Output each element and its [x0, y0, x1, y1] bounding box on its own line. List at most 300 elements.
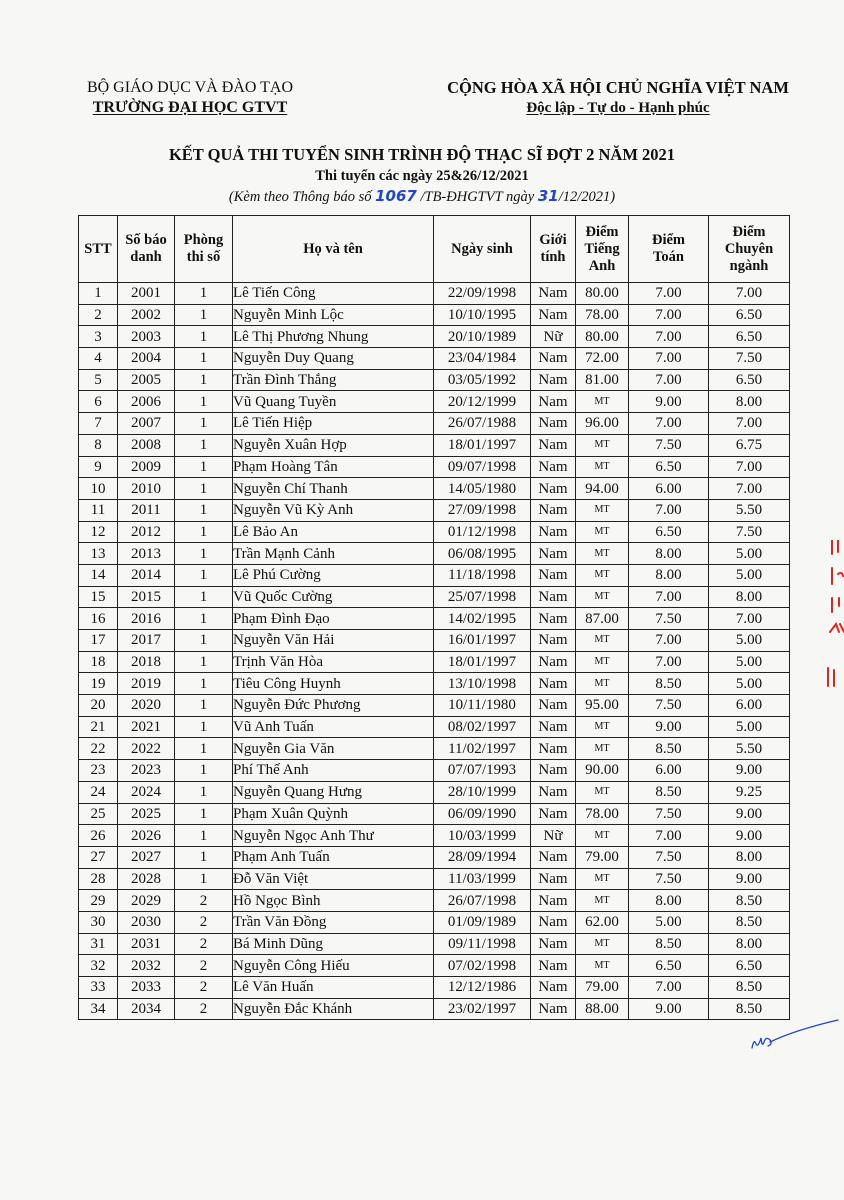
cell-room: 2 [175, 890, 233, 912]
cell-major-score: 6.50 [709, 955, 790, 977]
cell-full-name: Nguyễn Đắc Khánh [233, 998, 434, 1020]
table-row [79, 933, 790, 955]
table-row [79, 955, 790, 977]
header-stt [79, 216, 118, 283]
cell-birth-date: 23/02/1997 [434, 998, 531, 1020]
cell-candidate-number: 2033 [118, 977, 175, 999]
cell-full-name: Nguyễn Đức Phương [233, 695, 434, 717]
cell-candidate-number: 2026 [118, 825, 175, 847]
header-line: Chuyên [724, 240, 774, 257]
table-row [79, 391, 790, 413]
reference-line [0, 187, 844, 206]
cell-gender: Nam [531, 955, 576, 977]
table-row [79, 608, 790, 630]
cell-gender: Nam [531, 933, 576, 955]
cell-stt: 29 [79, 890, 118, 912]
cell-major-score: 6.75 [709, 434, 790, 456]
cell-major-score: 7.50 [709, 348, 790, 370]
table-row [79, 716, 790, 738]
cell-full-name: Nguyễn Chí Thanh [233, 478, 434, 500]
cell-english-score: MT [576, 825, 629, 847]
cell-birth-date: 20/12/1999 [434, 391, 531, 413]
cell-stt: 12 [79, 521, 118, 543]
table-row [79, 283, 790, 305]
table-row [79, 890, 790, 912]
table-row [79, 456, 790, 478]
cell-gender: Nam [531, 760, 576, 782]
cell-gender: Nam [531, 608, 576, 630]
cell-room: 1 [175, 434, 233, 456]
cell-birth-date: 07/07/1993 [434, 760, 531, 782]
cell-candidate-number: 2002 [118, 304, 175, 326]
cell-major-score: 9.00 [709, 760, 790, 782]
cell-major-score: 5.00 [709, 564, 790, 586]
cell-birth-date: 22/09/1998 [434, 283, 531, 305]
cell-major-score: 8.50 [709, 977, 790, 999]
cell-stt: 26 [79, 825, 118, 847]
cell-full-name: Trần Mạnh Cảnh [233, 543, 434, 565]
header-line: thi số [186, 249, 221, 265]
cell-stt: 28 [79, 868, 118, 890]
cell-gender: Nam [531, 434, 576, 456]
cell-full-name: Lê Văn Huấn [233, 977, 434, 999]
cell-major-score: 8.00 [709, 586, 790, 608]
cell-gender: Nam [531, 716, 576, 738]
cell-candidate-number: 2012 [118, 521, 175, 543]
red-margin-marks [818, 540, 844, 690]
cell-math-score: 6.50 [629, 521, 709, 543]
cell-english-score: 80.00 [576, 283, 629, 305]
cell-room: 1 [175, 695, 233, 717]
cell-math-score: 7.50 [629, 803, 709, 825]
table-row [79, 825, 790, 847]
cell-full-name: Phạm Xuân Quỳnh [233, 803, 434, 825]
cell-math-score: 8.00 [629, 890, 709, 912]
cell-full-name: Hồ Ngọc Bình [233, 890, 434, 912]
cell-math-score: 7.00 [629, 586, 709, 608]
cell-stt: 5 [79, 369, 118, 391]
cell-english-score: 88.00 [576, 998, 629, 1020]
cell-full-name: Lê Tiến Hiệp [233, 413, 434, 435]
cell-math-score: 7.00 [629, 977, 709, 999]
cell-gender: Nam [531, 977, 576, 999]
cell-room: 1 [175, 781, 233, 803]
cell-candidate-number: 2020 [118, 695, 175, 717]
cell-major-score: 6.50 [709, 304, 790, 326]
cell-major-score: 8.00 [709, 933, 790, 955]
cell-english-score: MT [576, 434, 629, 456]
cell-candidate-number: 2010 [118, 478, 175, 500]
cell-gender: Nam [531, 890, 576, 912]
cell-candidate-number: 2013 [118, 543, 175, 565]
cell-english-score: MT [576, 564, 629, 586]
cell-gender: Nam [531, 998, 576, 1020]
cell-candidate-number: 2022 [118, 738, 175, 760]
header-line: Họ và tên [303, 240, 363, 257]
cell-candidate-number: 2016 [118, 608, 175, 630]
national-motto-block [418, 78, 818, 118]
issuer-block [60, 78, 320, 118]
cell-stt: 32 [79, 955, 118, 977]
reference-suffix: /12/2021) [558, 189, 616, 205]
cell-english-score: MT [576, 890, 629, 912]
cell-room: 1 [175, 391, 233, 413]
cell-gender: Nam [531, 369, 576, 391]
cell-english-score: 87.00 [576, 608, 629, 630]
cell-stt: 19 [79, 673, 118, 695]
cell-stt: 6 [79, 391, 118, 413]
cell-stt: 21 [79, 716, 118, 738]
cell-english-score: MT [576, 586, 629, 608]
cell-major-score: 5.00 [709, 651, 790, 673]
cell-candidate-number: 2029 [118, 890, 175, 912]
header-candidate-number [118, 216, 175, 283]
cell-full-name: Nguyễn Ngọc Anh Thư [233, 825, 434, 847]
cell-birth-date: 09/11/1998 [434, 933, 531, 955]
cell-room: 1 [175, 543, 233, 565]
cell-english-score: MT [576, 543, 629, 565]
table-row [79, 630, 790, 652]
header-line: STT [84, 240, 112, 257]
cell-major-score: 6.50 [709, 369, 790, 391]
cell-math-score: 8.50 [629, 933, 709, 955]
cell-math-score: 7.00 [629, 283, 709, 305]
cell-gender: Nam [531, 521, 576, 543]
cell-birth-date: 03/05/1992 [434, 369, 531, 391]
cell-room: 1 [175, 846, 233, 868]
cell-room: 1 [175, 478, 233, 500]
cell-gender: Nam [531, 781, 576, 803]
cell-candidate-number: 2007 [118, 413, 175, 435]
cell-math-score: 9.00 [629, 716, 709, 738]
cell-candidate-number: 2005 [118, 369, 175, 391]
cell-candidate-number: 2004 [118, 348, 175, 370]
university-name: TRƯỜNG ĐẠI HỌC GTVT [92, 99, 288, 116]
cell-stt: 13 [79, 543, 118, 565]
cell-major-score: 5.50 [709, 499, 790, 521]
cell-math-score: 7.00 [629, 651, 709, 673]
cell-math-score: 9.00 [629, 391, 709, 413]
cell-birth-date: 10/10/1995 [434, 304, 531, 326]
cell-stt: 10 [79, 478, 118, 500]
cell-math-score: 9.00 [629, 998, 709, 1020]
cell-room: 2 [175, 955, 233, 977]
cell-room: 1 [175, 521, 233, 543]
cell-full-name: Vũ Anh Tuấn [233, 716, 434, 738]
signature-mark [740, 1018, 840, 1058]
cell-stt: 23 [79, 760, 118, 782]
cell-math-score: 7.50 [629, 846, 709, 868]
cell-english-score: MT [576, 781, 629, 803]
cell-birth-date: 01/09/1989 [434, 911, 531, 933]
table-row [79, 499, 790, 521]
cell-english-score: MT [576, 868, 629, 890]
cell-full-name: Đỗ Văn Việt [233, 868, 434, 890]
cell-full-name: Phạm Hoàng Tân [233, 456, 434, 478]
cell-stt: 27 [79, 846, 118, 868]
cell-math-score: 7.00 [629, 499, 709, 521]
cell-english-score: 62.00 [576, 911, 629, 933]
cell-room: 1 [175, 456, 233, 478]
cell-room: 1 [175, 738, 233, 760]
cell-major-score: 8.50 [709, 998, 790, 1020]
cell-math-score: 6.00 [629, 760, 709, 782]
cell-major-score: 6.50 [709, 326, 790, 348]
cell-full-name: Tiêu Công Huynh [233, 673, 434, 695]
table-row [79, 304, 790, 326]
cell-room: 1 [175, 304, 233, 326]
cell-stt: 17 [79, 630, 118, 652]
cell-math-score: 7.00 [629, 326, 709, 348]
cell-major-score: 5.00 [709, 673, 790, 695]
cell-math-score: 7.50 [629, 608, 709, 630]
cell-english-score: MT [576, 499, 629, 521]
cell-gender: Nam [531, 738, 576, 760]
cell-major-score: 7.00 [709, 456, 790, 478]
cell-major-score: 9.25 [709, 781, 790, 803]
cell-gender: Nam [531, 499, 576, 521]
cell-math-score: 7.00 [629, 413, 709, 435]
cell-birth-date: 18/01/1997 [434, 434, 531, 456]
cell-major-score: 8.50 [709, 911, 790, 933]
cell-candidate-number: 2011 [118, 499, 175, 521]
cell-candidate-number: 2023 [118, 760, 175, 782]
cell-candidate-number: 2001 [118, 283, 175, 305]
cell-math-score: 6.00 [629, 478, 709, 500]
cell-english-score: MT [576, 391, 629, 413]
cell-english-score: 81.00 [576, 369, 629, 391]
cell-birth-date: 07/02/1998 [434, 955, 531, 977]
cell-stt: 14 [79, 564, 118, 586]
header-math-score [629, 216, 709, 283]
cell-room: 1 [175, 803, 233, 825]
cell-candidate-number: 2025 [118, 803, 175, 825]
cell-birth-date: 09/07/1998 [434, 456, 531, 478]
cell-gender: Nam [531, 564, 576, 586]
cell-math-score: 7.00 [629, 825, 709, 847]
cell-candidate-number: 2017 [118, 630, 175, 652]
table-row [79, 586, 790, 608]
cell-gender: Nam [531, 391, 576, 413]
cell-stt: 15 [79, 586, 118, 608]
table-row [79, 738, 790, 760]
cell-stt: 31 [79, 933, 118, 955]
cell-room: 1 [175, 413, 233, 435]
cell-major-score: 7.00 [709, 283, 790, 305]
table-row [79, 434, 790, 456]
cell-english-score: 96.00 [576, 413, 629, 435]
cell-birth-date: 26/07/1988 [434, 413, 531, 435]
cell-full-name: Nguyễn Gia Văn [233, 738, 434, 760]
cell-english-score: MT [576, 738, 629, 760]
cell-english-score: 90.00 [576, 760, 629, 782]
cell-gender: Nam [531, 348, 576, 370]
header-birth-date [434, 216, 531, 283]
cell-candidate-number: 2030 [118, 911, 175, 933]
header-line: tính [540, 249, 566, 265]
header-line: ngành [729, 257, 769, 274]
cell-birth-date: 10/11/1980 [434, 695, 531, 717]
cell-birth-date: 08/02/1997 [434, 716, 531, 738]
cell-math-score: 7.00 [629, 630, 709, 652]
cell-english-score: 94.00 [576, 478, 629, 500]
cell-math-score: 7.50 [629, 695, 709, 717]
cell-gender: Nam [531, 478, 576, 500]
cell-full-name: Nguyễn Duy Quang [233, 348, 434, 370]
cell-english-score: 78.00 [576, 304, 629, 326]
cell-gender: Nam [531, 630, 576, 652]
country-name: CỘNG HÒA XÃ HỘI CHỦ NGHĨA VIỆT NAM [447, 78, 789, 97]
cell-full-name: Nguyễn Quang Hưng [233, 781, 434, 803]
cell-candidate-number: 2031 [118, 933, 175, 955]
cell-major-score: 5.00 [709, 630, 790, 652]
cell-room: 2 [175, 933, 233, 955]
cell-math-score: 8.50 [629, 738, 709, 760]
cell-math-score: 7.50 [629, 434, 709, 456]
table-row [79, 803, 790, 825]
cell-room: 1 [175, 673, 233, 695]
cell-math-score: 5.00 [629, 911, 709, 933]
cell-major-score: 7.00 [709, 608, 790, 630]
cell-gender: Nam [531, 413, 576, 435]
cell-english-score: MT [576, 955, 629, 977]
exam-dates: Thi tuyển các ngày 25&26/12/2021 [315, 168, 529, 184]
table-row [79, 326, 790, 348]
cell-math-score: 7.00 [629, 304, 709, 326]
cell-candidate-number: 2027 [118, 846, 175, 868]
cell-gender: Nam [531, 651, 576, 673]
cell-room: 1 [175, 499, 233, 521]
table-body [79, 283, 790, 1020]
cell-stt: 18 [79, 651, 118, 673]
cell-gender: Nam [531, 304, 576, 326]
header-line: Anh [588, 257, 616, 274]
cell-major-score: 5.00 [709, 716, 790, 738]
cell-birth-date: 10/03/1999 [434, 825, 531, 847]
cell-major-score: 8.50 [709, 890, 790, 912]
cell-math-score: 6.50 [629, 456, 709, 478]
cell-full-name: Phí Thế Anh [233, 760, 434, 782]
cell-english-score: MT [576, 933, 629, 955]
cell-birth-date: 11/03/1999 [434, 868, 531, 890]
cell-stt: 20 [79, 695, 118, 717]
cell-math-score: 7.50 [629, 868, 709, 890]
cell-english-score: MT [576, 651, 629, 673]
cell-room: 1 [175, 586, 233, 608]
cell-birth-date: 06/08/1995 [434, 543, 531, 565]
cell-math-score: 7.00 [629, 369, 709, 391]
reference-middle: /TB-ĐHGTVT ngày [416, 189, 538, 205]
cell-room: 1 [175, 348, 233, 370]
cell-major-score: 8.00 [709, 391, 790, 413]
cell-stt: 1 [79, 283, 118, 305]
header-gender [531, 216, 576, 283]
cell-math-score: 8.50 [629, 781, 709, 803]
cell-candidate-number: 2019 [118, 673, 175, 695]
header-english-score [576, 216, 629, 283]
table-row [79, 911, 790, 933]
table-row [79, 521, 790, 543]
cell-gender: Nam [531, 911, 576, 933]
cell-birth-date: 16/01/1997 [434, 630, 531, 652]
cell-birth-date: 12/12/1986 [434, 977, 531, 999]
cell-english-score: MT [576, 673, 629, 695]
cell-birth-date: 20/10/1989 [434, 326, 531, 348]
cell-full-name: Lê Phú Cường [233, 564, 434, 586]
cell-math-score: 8.00 [629, 564, 709, 586]
cell-room: 1 [175, 326, 233, 348]
cell-english-score: 78.00 [576, 803, 629, 825]
cell-candidate-number: 2003 [118, 326, 175, 348]
cell-major-score: 9.00 [709, 825, 790, 847]
cell-stt: 3 [79, 326, 118, 348]
cell-stt: 4 [79, 348, 118, 370]
cell-stt: 11 [79, 499, 118, 521]
cell-full-name: Nguyễn Vũ Kỳ Anh [233, 499, 434, 521]
cell-english-score: 79.00 [576, 977, 629, 999]
cell-birth-date: 14/05/1980 [434, 478, 531, 500]
cell-gender: Nữ [531, 326, 576, 348]
cell-full-name: Nguyễn Xuân Hợp [233, 434, 434, 456]
document-title: KẾT QUẢ THI TUYỂN SINH TRÌNH ĐỘ THẠC SĨ ĐỢT 2 NĂM 2021 [168, 145, 676, 164]
cell-candidate-number: 2034 [118, 998, 175, 1020]
cell-stt: 16 [79, 608, 118, 630]
cell-english-score: MT [576, 716, 629, 738]
reference-prefix: (Kèm theo Thông báo số [228, 189, 376, 205]
cell-full-name: Nguyễn Minh Lộc [233, 304, 434, 326]
cell-stt: 33 [79, 977, 118, 999]
cell-candidate-number: 2024 [118, 781, 175, 803]
table-row [79, 478, 790, 500]
cell-candidate-number: 2015 [118, 586, 175, 608]
cell-stt: 7 [79, 413, 118, 435]
cell-major-score: 5.00 [709, 543, 790, 565]
cell-room: 1 [175, 369, 233, 391]
handwritten-notice-day: 31 [537, 187, 559, 205]
cell-math-score: 6.50 [629, 955, 709, 977]
cell-birth-date: 18/01/1997 [434, 651, 531, 673]
cell-full-name: Bá Minh Dũng [233, 933, 434, 955]
cell-full-name: Lê Tiến Công [233, 283, 434, 305]
header-line: Ngày sinh [451, 240, 513, 257]
cell-birth-date: 23/04/1984 [434, 348, 531, 370]
cell-major-score: 7.00 [709, 478, 790, 500]
table-row [79, 413, 790, 435]
cell-english-score: MT [576, 630, 629, 652]
table-row [79, 695, 790, 717]
cell-room: 1 [175, 564, 233, 586]
header-line: Tiếng [584, 240, 620, 257]
cell-candidate-number: 2032 [118, 955, 175, 977]
cell-gender: Nam [531, 586, 576, 608]
cell-major-score: 9.00 [709, 803, 790, 825]
header-line: Điểm [651, 232, 685, 248]
cell-stt: 30 [79, 911, 118, 933]
ministry-name: BỘ GIÁO DỤC VÀ ĐÀO TẠO [86, 79, 294, 96]
cell-full-name: Nguyễn Văn Hải [233, 630, 434, 652]
cell-birth-date: 13/10/1998 [434, 673, 531, 695]
handwritten-notice-number: 1067 [375, 187, 417, 205]
cell-room: 1 [175, 283, 233, 305]
cell-birth-date: 11/18/1998 [434, 564, 531, 586]
cell-stt: 9 [79, 456, 118, 478]
cell-stt: 22 [79, 738, 118, 760]
cell-full-name: Trịnh Văn Hòa [233, 651, 434, 673]
header-line: Toán [653, 249, 684, 265]
motto: Độc lập - Tự do - Hạnh phúc [526, 100, 710, 116]
cell-full-name: Vũ Quang Tuyền [233, 391, 434, 413]
cell-stt: 24 [79, 781, 118, 803]
